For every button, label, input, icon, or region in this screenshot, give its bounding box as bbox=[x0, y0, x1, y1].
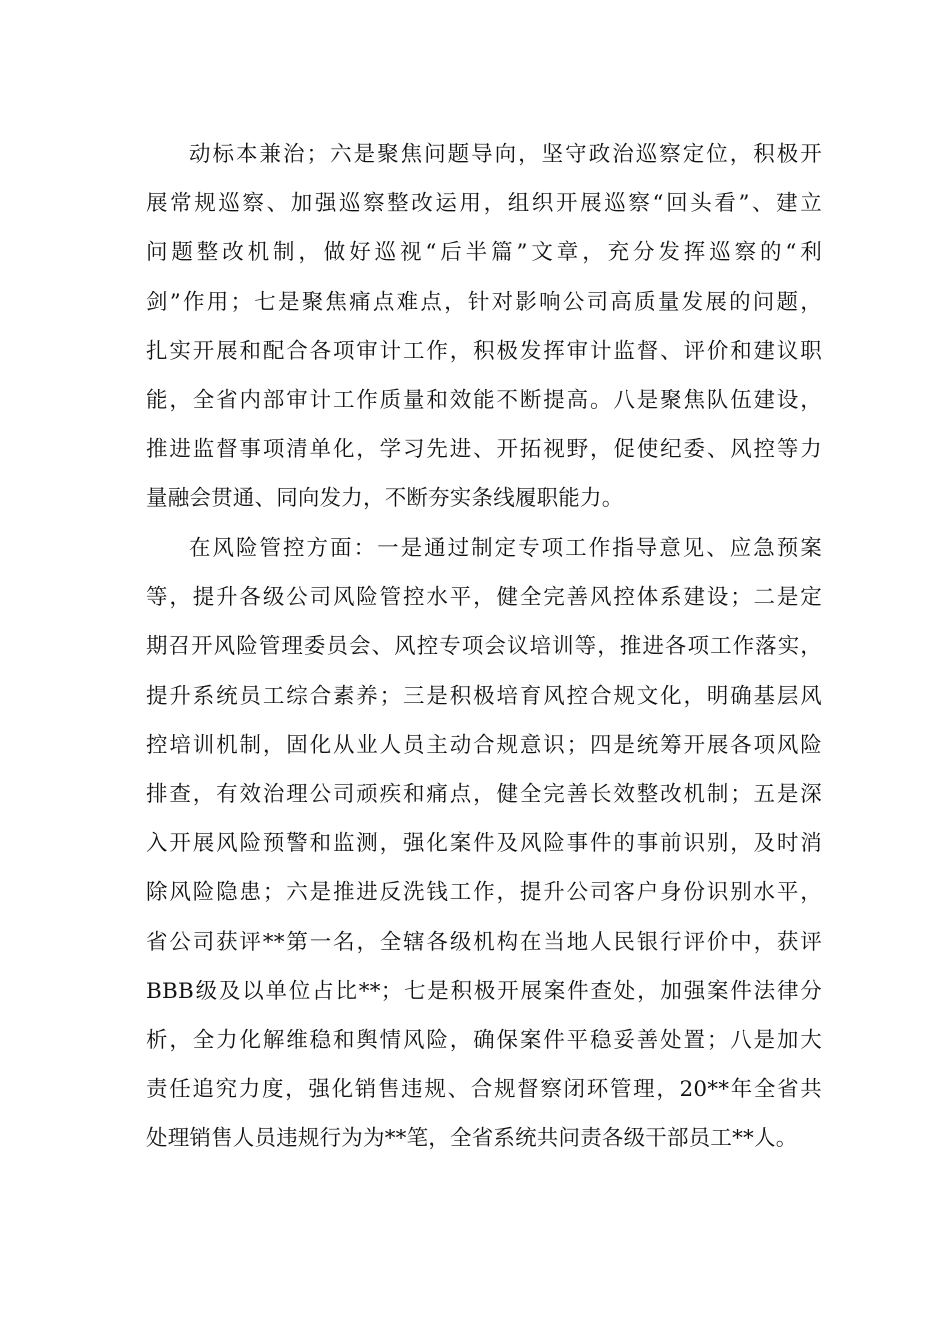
text-line: 处理销售人员违规行为为**笔，全省系统共问责各级干部员工**人。 bbox=[146, 1126, 798, 1152]
paragraph-supervision bbox=[146, 130, 822, 524]
text-line: 剑”作用；七是聚焦痛点难点，针对影响公司高质量发展的问题， bbox=[146, 289, 822, 315]
text-line: 排查，有效治理公司顽疾和痛点，健全完善长效整改机制；五是深 bbox=[146, 781, 822, 807]
text-line: 除风险隐患；六是推进反洗钱工作，提升公司客户身份识别水平， bbox=[146, 880, 822, 906]
text-line: 等，提升各级公司风险管控水平，健全完善风控体系建设；二是定 bbox=[146, 585, 822, 611]
text-line: 推进监督事项清单化，学习先进、开拓视野，促使纪委、风控等力 bbox=[146, 437, 822, 463]
text-line: BBB级及以单位占比**；七是积极开展案件查处，加强案件法律分 bbox=[146, 978, 822, 1004]
text-line: 控培训机制，固化从业人员主动合规意识；四是统筹开展各项风险 bbox=[146, 732, 822, 758]
text-line: 省公司获评**第一名，全辖各级机构在当地人民银行评价中，获评 bbox=[146, 929, 822, 955]
text-line: 量融会贯通、同向发力，不断夯实条线履职能力。 bbox=[146, 486, 624, 512]
text-line: 动标本兼治；六是聚焦问题导向，坚守政治巡察定位，积极开 bbox=[189, 142, 822, 167]
text-line: 提升系统员工综合素养；三是积极培育风控合规文化，明确基层风 bbox=[146, 683, 822, 709]
text-line: 期召开风险管理委员会、风控专项会议培训等，推进各项工作落实， bbox=[146, 634, 822, 660]
text-line: 在风险管控方面：一是通过制定专项工作指导意见、应急预案 bbox=[189, 536, 822, 561]
text-line: 析，全力化解维稳和舆情风险，确保案件平稳妥善处置；八是加大 bbox=[146, 1027, 822, 1053]
text-line: 展常规巡察、加强巡察整改运用，组织开展巡察“回头看”、建立 bbox=[146, 191, 822, 217]
text-line: 问题整改机制，做好巡视“后半篇”文章，充分发挥巡察的“利 bbox=[146, 240, 822, 266]
paragraph-risk-control bbox=[146, 524, 822, 1163]
text-line: 入开展风险预警和监测，强化案件及风险事件的事前识别，及时消 bbox=[146, 831, 822, 857]
text-line: 扎实开展和配合各项审计工作，积极发挥审计监督、评价和建议职 bbox=[146, 338, 822, 364]
text-line: 责任追究力度，强化销售违规、合规督察闭环管理，20**年全省共 bbox=[146, 1077, 822, 1103]
text-line: 能，全省内部审计工作质量和效能不断提高。八是聚焦队伍建设， bbox=[146, 387, 822, 413]
